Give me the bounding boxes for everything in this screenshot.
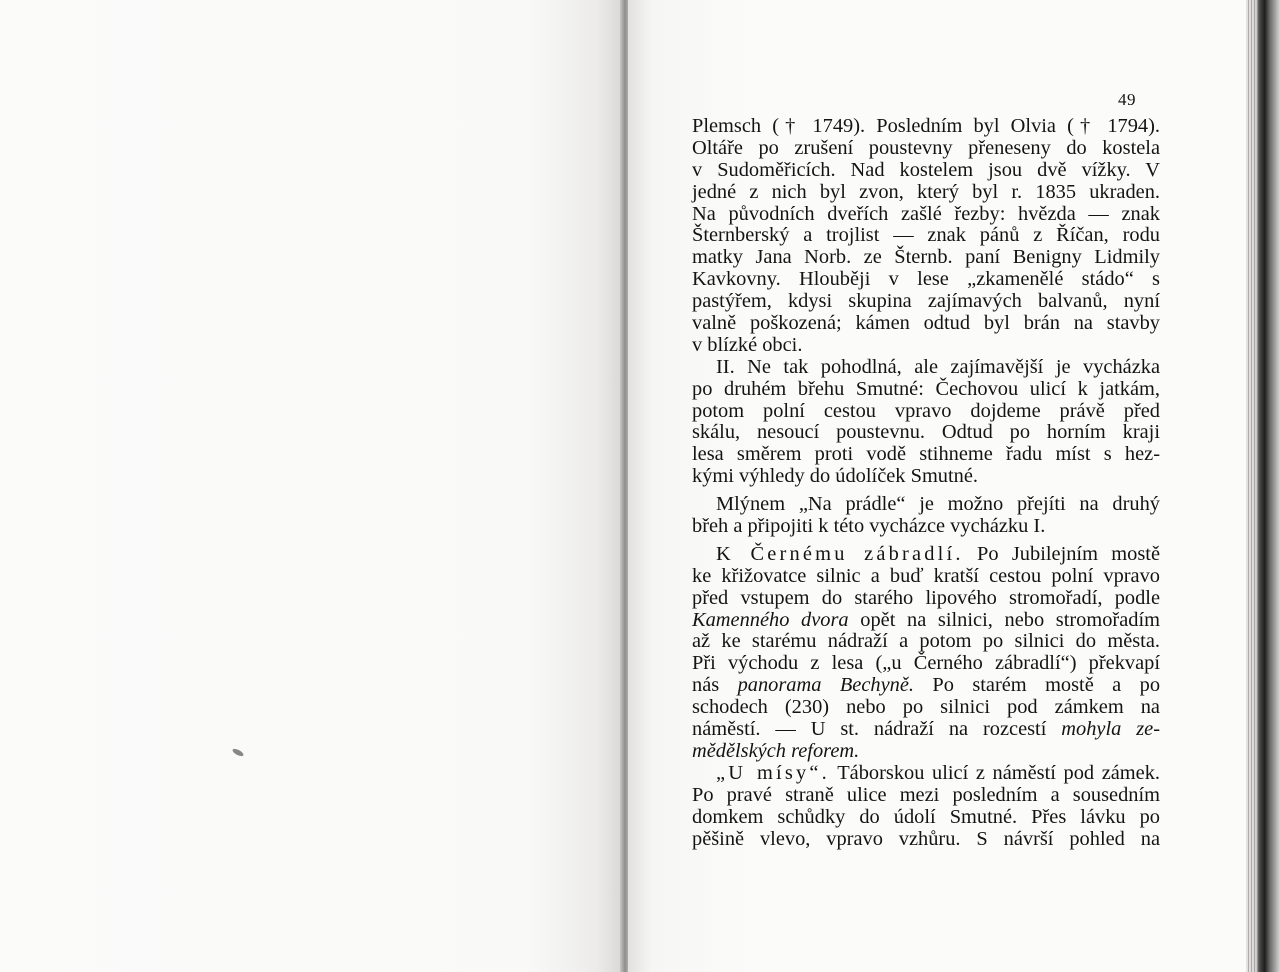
italic-phrase: mohyla ze- [1061,718,1160,741]
text-line [692,807,1160,829]
text-run: Táborskou ulicí z náměstí pod zámek. [829,761,1161,784]
text-run: potom polní cestou vpravo dojdeme právě před [692,399,1160,422]
section-heading: „U mísy“. [716,761,830,784]
text-line [692,357,1160,379]
text-run: domkem schůdky do údolí Smutné. Přes lávku po [692,805,1160,828]
text-run: kými výhledy do údolíček Smutné. [692,465,979,488]
text-line [692,494,1160,516]
text-line [692,763,1160,785]
text-line [692,247,1160,269]
text-run: schodech (230) nebo po silnici pod zámkem na [692,696,1160,719]
body-text [692,116,1160,850]
text-run: pěšině vlevo, vpravo vzhůru. S návrší pohled na [692,827,1160,850]
text-run: Po starém mostě a po [913,674,1161,697]
text-line [692,785,1160,807]
text-run: Oltáře po zrušení poustevny přeneseny do kostela [692,136,1160,159]
text-line [692,631,1160,653]
italic-phrase: Kamenného dvora [692,608,849,631]
text-run: Plemsch († 1749). Posledním byl Olvia († 1794). [692,115,1160,137]
text-line [692,516,1160,538]
text-line [692,291,1160,313]
text-line [692,422,1160,444]
italic-phrase: mědělských reforem. [692,739,860,762]
section-heading: K Černému zábradlí. [716,542,964,565]
text-line [692,116,1160,138]
text-line [692,675,1160,697]
text-line [692,544,1160,566]
text-run: Kavkovny. Hlouběji v lese „zkamenělé stádo“ s [692,268,1160,291]
text-line [692,653,1160,675]
text-line [692,444,1160,466]
text-run: skálu, nesoucí poustevnu. Odtud po horním kraji [692,421,1160,444]
text-line [692,566,1160,588]
text-run: valně poškozená; kámen odtud byl brán na stavby [692,312,1160,335]
text-line [692,697,1160,719]
text-line [692,313,1160,335]
text-run: břeh a připojiti k této vycházce vycházku I. [692,515,1046,538]
text-line [692,401,1160,423]
text-run: pastýřem, kdysi skupina zajímavých balvanů, nyní [692,290,1160,313]
text-run: Po Jubilejním mostě [963,542,1160,565]
text-line [692,138,1160,160]
text-line [692,588,1160,610]
text-line [692,741,1160,763]
text-line [692,269,1160,291]
text-run: po druhém břehu Smutné: Čechovou ulicí k jatkám, [692,377,1160,400]
page-number: 49 [1118,90,1136,109]
text-line [692,466,1160,488]
text-line [692,379,1160,401]
text-run: ke křižovatce silnic a buď kratší cestou polní vpravo [692,564,1160,587]
text-line [692,335,1160,357]
text-run: jedné z nich byl zvon, který byl r. 1835 ukraden. [692,180,1160,203]
text-line [692,225,1160,247]
text-run: opět na silnici, nebo stromořadím [848,608,1160,631]
text-line [692,829,1160,851]
text-run: Mlýnem „Na prádle“ je možno přejíti na druhý [716,493,1160,516]
text-run: matky Jana Norb. ze Šternb. paní Benigny Lidmily [692,246,1160,269]
left-page-blank [0,0,622,972]
text-line [692,160,1160,182]
text-run: v blízké obci. [692,333,803,356]
text-run: Po pravé straně ulice mezi posledním a sousedním [692,783,1160,806]
text-run: nás [692,674,738,697]
text-run: II. Ne tak pohodlná, ale zajímavější je vycházka [716,355,1160,378]
text-run: náměstí. — U st. nádraží na rozcestí [692,718,1062,741]
ink-speck [232,747,245,757]
text-line [692,719,1160,741]
page-edge-stack [1248,0,1258,972]
text-run: v Sudoměřicích. Nad kostelem jsou dvě vížky. V [692,158,1160,181]
text-line [692,204,1160,226]
italic-phrase: panorama Bechyně. [737,674,914,697]
text-run: před vstupem do starého lipového stromořadí, podle [692,586,1160,609]
text-run: Při východu z lesa („u Černého zábradlí“) překvapí [692,652,1160,675]
text-run: lesa směrem proti vodě stihneme řadu míst s hez- [692,443,1160,466]
text-run: Na původních dveřích zašlé řezby: hvězda — znak [692,202,1160,225]
text-run: Šternberský a trojlist — znak pánů z Říčan, rodu [692,224,1160,247]
text-line [692,182,1160,204]
text-line [692,610,1160,632]
text-run: až ke starému nádraží a potom po silnici do města. [692,630,1160,653]
